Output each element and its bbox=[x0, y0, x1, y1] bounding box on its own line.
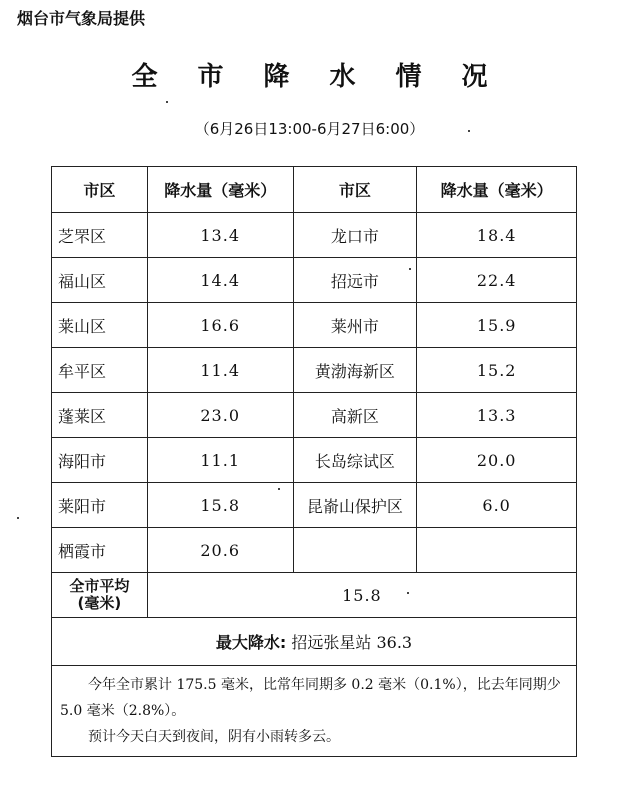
district-cell: 福山区 bbox=[52, 258, 148, 303]
rainfall-cell: 15.9 bbox=[417, 303, 577, 348]
rainfall-cell: 20.0 bbox=[417, 438, 577, 483]
rainfall-cell bbox=[417, 528, 577, 573]
page-title: 全市降水情况 bbox=[131, 62, 528, 92]
table-row bbox=[52, 303, 577, 348]
district-cell: 招远市 bbox=[293, 258, 417, 303]
rainfall-cell: 11.4 bbox=[147, 348, 293, 393]
note-annual: 今年全市累计 175.5 毫米，比常年同期多 0.2 毫米（0.1%），比去年同期少 5.0 毫米（2.8%）。 bbox=[60, 677, 561, 719]
district-cell: 莱阳市 bbox=[52, 483, 148, 528]
notes-cell bbox=[52, 666, 577, 757]
max-rainfall-value: 招远张星站 36.3 bbox=[291, 633, 413, 652]
max-rainfall-row bbox=[52, 618, 577, 666]
header-rainfall-2: 降水量（毫米） bbox=[417, 167, 577, 213]
district-cell: 高新区 bbox=[293, 393, 417, 438]
header-district-2: 市区 bbox=[293, 167, 417, 213]
table-row bbox=[52, 528, 577, 573]
rainfall-cell: 18.4 bbox=[417, 213, 577, 258]
header-district: 市区 bbox=[52, 167, 148, 213]
district-cell: 莱山区 bbox=[52, 303, 148, 348]
table-row bbox=[52, 393, 577, 438]
rainfall-cell: 14.4 bbox=[147, 258, 293, 303]
max-rainfall-label: 最大降水: bbox=[215, 633, 287, 652]
district-cell: 昆嵛山保护区 bbox=[293, 483, 417, 528]
average-label-line1: 全市平均 bbox=[69, 577, 130, 595]
table-header-row bbox=[52, 167, 577, 213]
rainfall-cell: 15.8 bbox=[147, 483, 293, 528]
stray-dot bbox=[278, 488, 280, 490]
district-cell: 海阳市 bbox=[52, 438, 148, 483]
district-cell: 莱州市 bbox=[293, 303, 417, 348]
district-cell: 龙口市 bbox=[293, 213, 417, 258]
stray-dot bbox=[407, 592, 409, 594]
district-cell: 蓬莱区 bbox=[52, 393, 148, 438]
note-forecast: 预计今天白天到夜间，阴有小雨转多云。 bbox=[88, 729, 340, 745]
rainfall-cell: 15.2 bbox=[417, 348, 577, 393]
table-row bbox=[52, 348, 577, 393]
header-rainfall: 降水量（毫米） bbox=[147, 167, 293, 213]
district-cell: 长岛综试区 bbox=[293, 438, 417, 483]
rainfall-cell: 20.6 bbox=[147, 528, 293, 573]
average-value: 15.8 bbox=[147, 573, 576, 618]
max-rainfall-cell bbox=[52, 618, 577, 666]
rainfall-cell: 16.6 bbox=[147, 303, 293, 348]
average-label bbox=[52, 573, 148, 618]
rainfall-cell: 13.3 bbox=[417, 393, 577, 438]
source-label: 烟台市气象局提供 bbox=[17, 9, 146, 28]
rainfall-cell: 13.4 bbox=[147, 213, 293, 258]
rainfall-cell: 23.0 bbox=[147, 393, 293, 438]
table-row bbox=[52, 258, 577, 303]
average-label-line2: (毫米) bbox=[77, 594, 122, 612]
table-row bbox=[52, 438, 577, 483]
time-period: （6月26日13:00-6月27日6:00） bbox=[194, 120, 425, 138]
district-cell: 栖霞市 bbox=[52, 528, 148, 573]
average-row bbox=[52, 573, 577, 618]
stray-dot bbox=[17, 517, 19, 519]
rainfall-cell: 22.4 bbox=[417, 258, 577, 303]
district-cell: 黄渤海新区 bbox=[293, 348, 417, 393]
district-cell bbox=[293, 528, 417, 573]
table-row bbox=[52, 213, 577, 258]
notes-row bbox=[52, 666, 577, 757]
district-cell: 芝罘区 bbox=[52, 213, 148, 258]
stray-dot bbox=[166, 101, 168, 103]
stray-dot bbox=[409, 268, 411, 270]
table-row bbox=[52, 483, 577, 528]
rainfall-cell: 11.1 bbox=[147, 438, 293, 483]
rainfall-table bbox=[51, 166, 577, 757]
rainfall-cell: 6.0 bbox=[417, 483, 577, 528]
stray-dot bbox=[468, 130, 470, 132]
district-cell: 牟平区 bbox=[52, 348, 148, 393]
